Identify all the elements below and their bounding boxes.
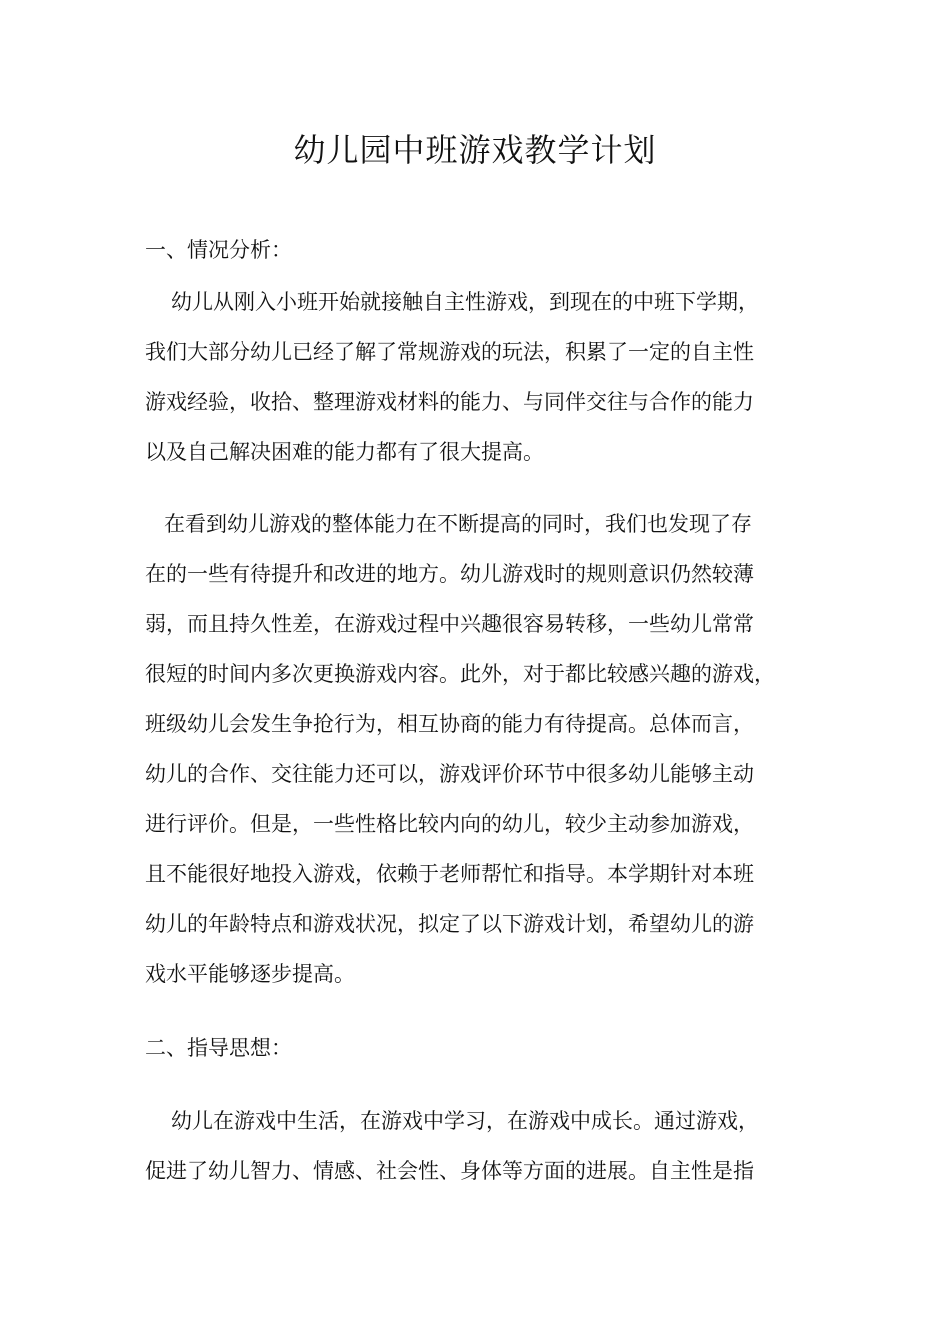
paragraph-line: 幼儿的合作、交往能力还可以，游戏评价环节中很多幼儿能够主动 (145, 762, 754, 786)
paragraph-line: 班级幼儿会发生争抢行为，相互协商的能力有待提高。总体而言， (145, 712, 754, 736)
paragraph-line: 弱，而且持久性差，在游戏过程中兴趣很容易转移，一些幼儿常常 (145, 612, 754, 636)
paragraph-line: 且不能很好地投入游戏，依赖于老师帮忙和指导。本学期针对本班 (145, 862, 754, 886)
paragraph-line: 在看到幼儿游戏的整体能力在不断提高的同时，我们也发现了存 (164, 512, 752, 536)
paragraph-line: 进行评价。但是，一些性格比较内向的幼儿，较少主动参加游戏， (145, 812, 754, 836)
paragraph-line: 以及自己解决困难的能力都有了很大提高。 (145, 440, 544, 464)
paragraph-line: 在的一些有待提升和改进的地方。幼儿游戏时的规则意识仍然较薄 (145, 562, 754, 586)
paragraph-analysis-1 (145, 277, 805, 477)
paragraph-guiding-1 (145, 1096, 805, 1196)
paragraph-line: 游戏经验，收拾、整理游戏材料的能力、与同伴交往与合作的能力 (145, 390, 754, 414)
paragraph-line: 幼儿在游戏中生活，在游戏中学习，在游戏中成长。通过游戏， (171, 1109, 759, 1133)
paragraph-analysis-2 (145, 499, 805, 999)
document-title: 幼儿园中班游戏教学计划 (293, 131, 657, 169)
section-heading-analysis: 一、情况分析： (145, 238, 292, 262)
paragraph-line: 我们大部分幼儿已经了解了常规游戏的玩法，积累了一定的自主性 (145, 340, 754, 364)
paragraph-line: 促进了幼儿智力、情感、社会性、身体等方面的进展。自主性是指 (145, 1159, 754, 1183)
section-heading-guiding-ideology: 二、指导思想： (145, 1036, 292, 1060)
paragraph-line: 戏水平能够逐步提高。 (145, 962, 355, 986)
paragraph-line: 很短的时间内多次更换游戏内容。此外，对于都比较感兴趣的游戏， (145, 662, 775, 686)
paragraph-line: 幼儿从刚入小班开始就接触自主性游戏，到现在的中班下学期， (171, 290, 759, 314)
paragraph-line: 幼儿的年龄特点和游戏状况，拟定了以下游戏计划，希望幼儿的游 (145, 912, 754, 936)
